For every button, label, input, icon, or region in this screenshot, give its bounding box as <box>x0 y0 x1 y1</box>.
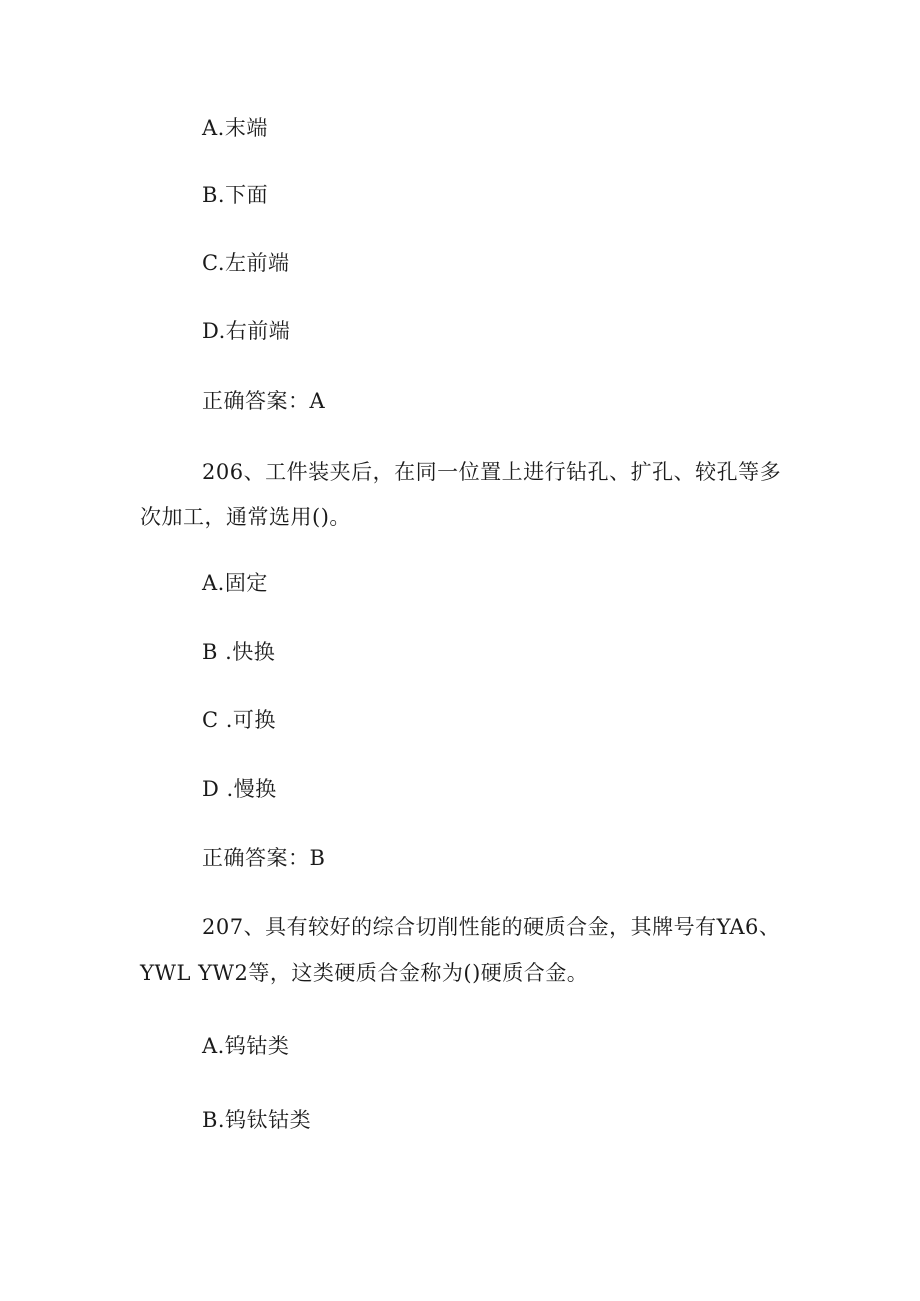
q205-option-c: C.左前端 <box>202 251 290 275</box>
q206-answer: 正确答案：B <box>202 846 326 870</box>
q205-option-b: B.下面 <box>202 183 269 207</box>
q207-option-b: B.钨钛钴类 <box>202 1108 312 1132</box>
q207-stem-line1: 207、具有较好的综合切削性能的硬质合金，其牌号有YA6、 <box>202 915 781 939</box>
q207-option-a: A.钨钴类 <box>202 1034 290 1058</box>
q205-answer: 正确答案：A <box>202 389 326 413</box>
q205-option-d: D.右前端 <box>202 319 291 343</box>
q206-option-a: A.固定 <box>202 571 268 595</box>
q207-stem-line2: YWL YW2等，这类硬质合金称为()硬质合金。 <box>140 961 589 985</box>
q205-option-a: A.末端 <box>202 116 268 140</box>
q206-option-b: B .快换 <box>202 640 276 664</box>
q206-option-d: D .慢换 <box>202 777 277 801</box>
q206-option-c: C .可换 <box>202 708 276 732</box>
q206-stem-line1: 206、工件装夹后，在同一位置上进行钻孔、扩孔、较孔等多 <box>202 460 782 484</box>
q206-stem-line2: 次加工，通常选用()。 <box>140 505 351 529</box>
